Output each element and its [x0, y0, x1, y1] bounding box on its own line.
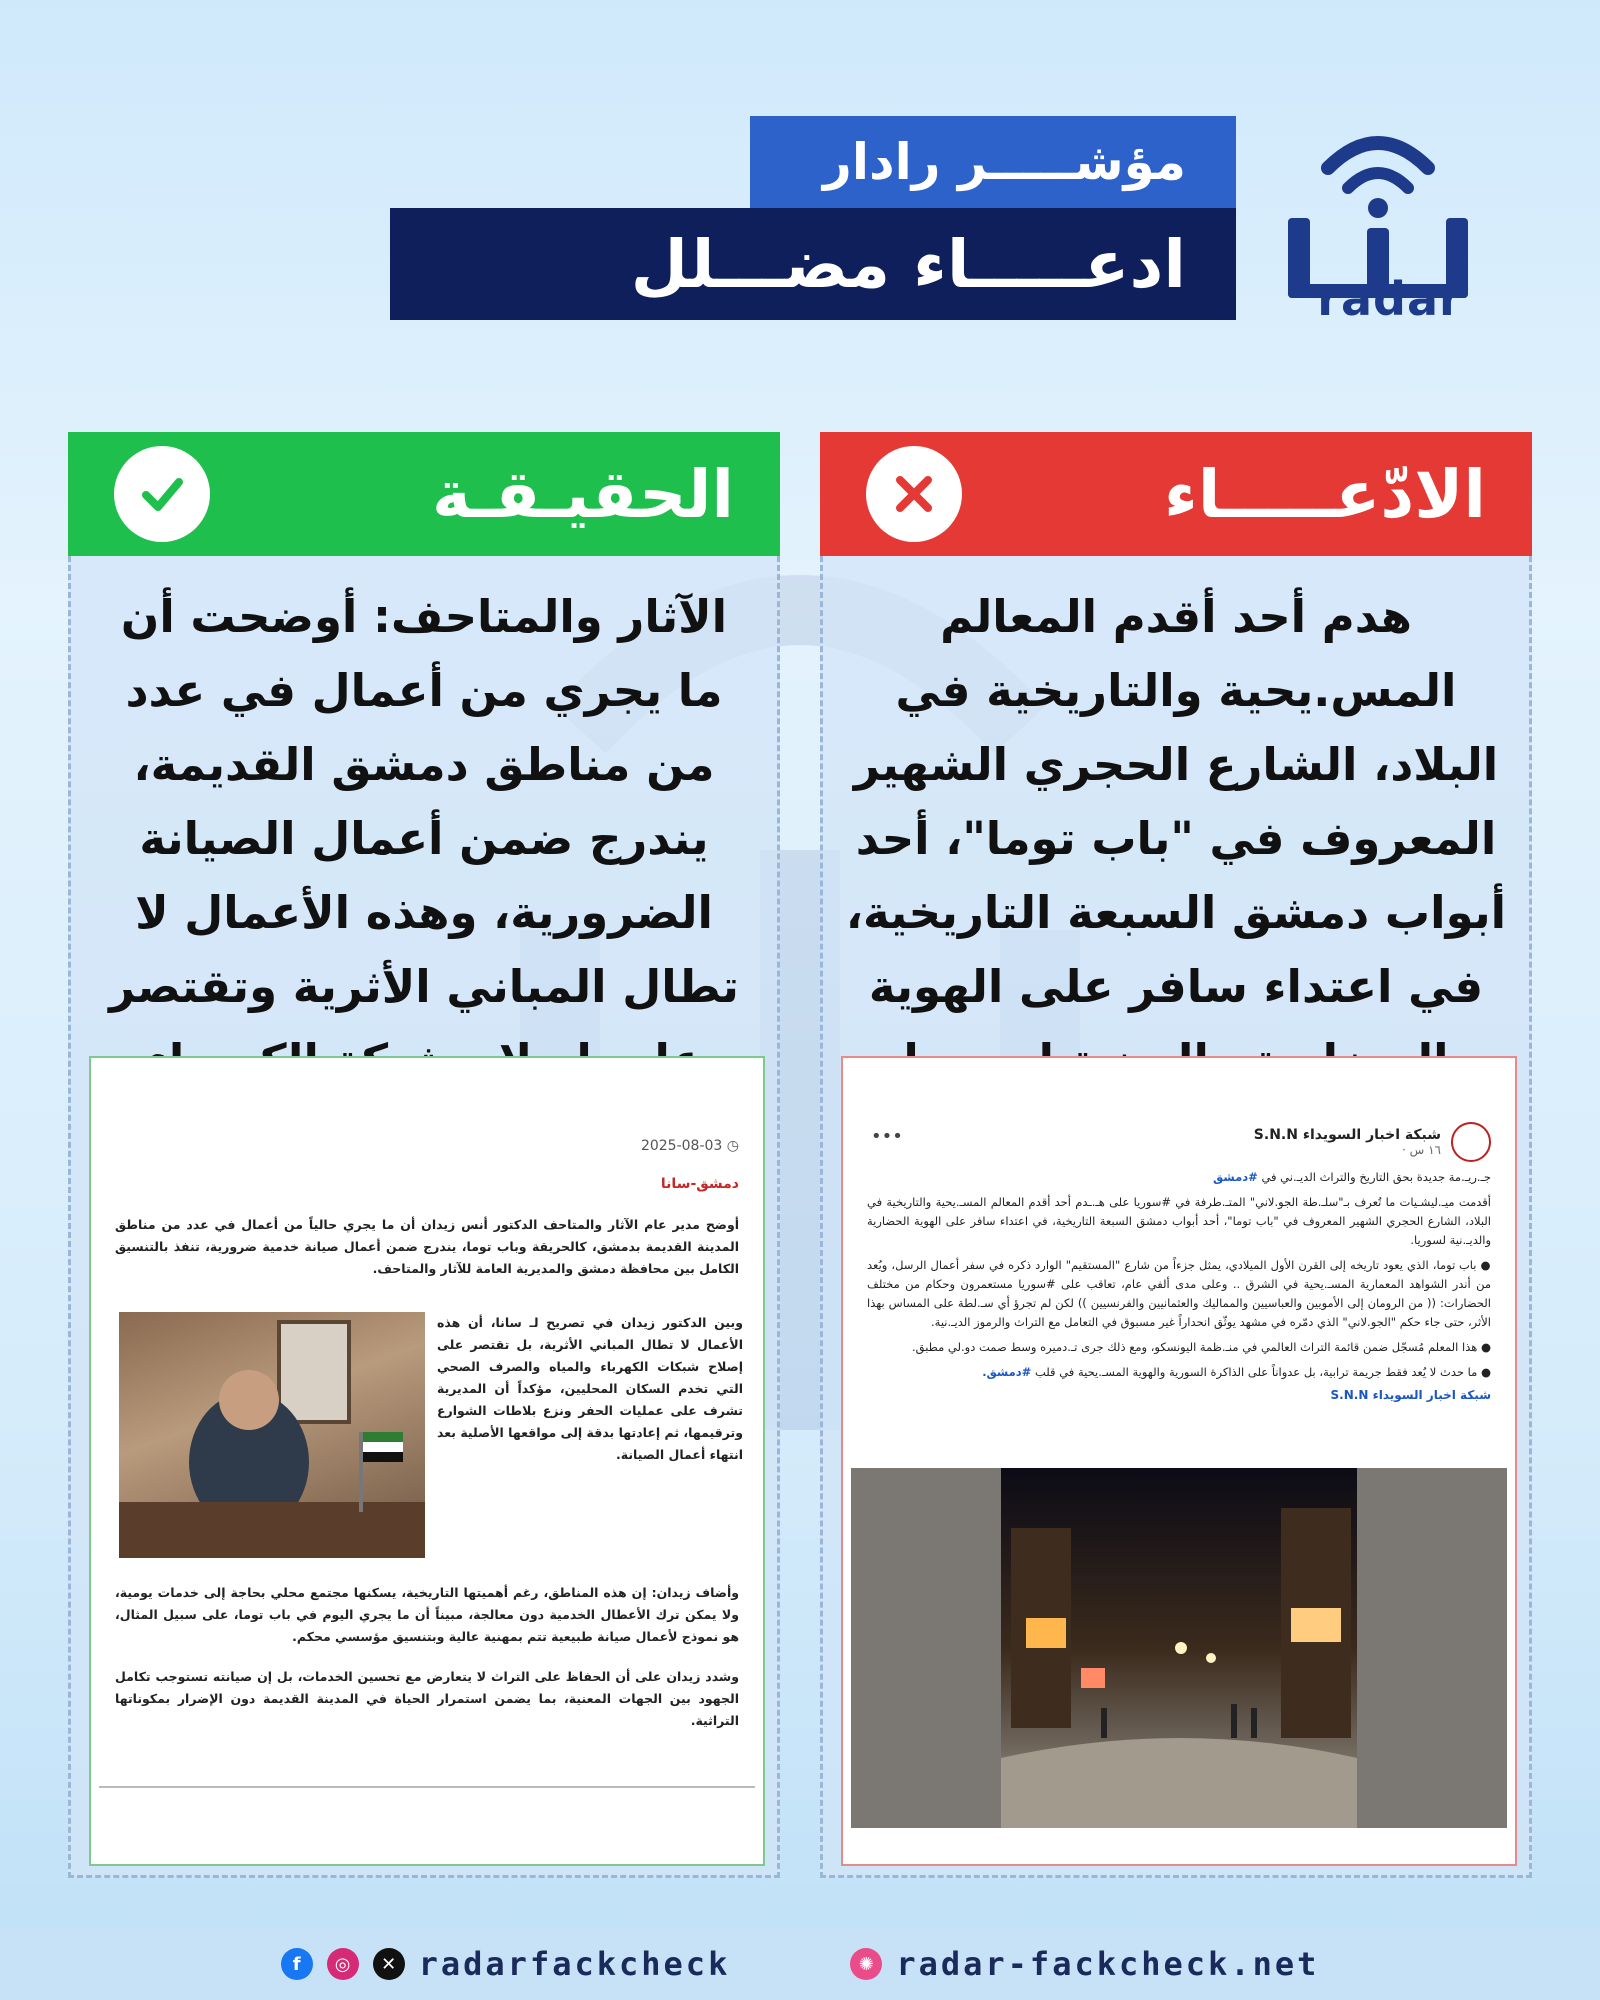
truth-body	[68, 556, 780, 1878]
website-link[interactable]: radar-fackcheck.net	[896, 1945, 1320, 1983]
claim-text: هدم أحد أقدم المعالم المس.يحية والتاريخية في البلاد، الشارع الحجري الشهير المعروف في "باب توما"، أحد أبواب دمشق السبعة التاريخية، في اعتداء سافر على الهوية	[845, 590, 1507, 1013]
article-screenshot	[89, 1056, 765, 1866]
article-bottom	[115, 1582, 739, 1732]
facebook-icon[interactable]: f	[281, 1948, 313, 1980]
index-label: مؤشـــــر رادار	[750, 116, 1236, 208]
social-post	[851, 1112, 1507, 1462]
social-group	[281, 1945, 731, 1983]
verdict-label: ادعـــــاء مضـــلل	[390, 208, 1236, 320]
article-intro: أوضح مدير عام الآثار والمتاحف الدكتور أنس زيدان أن ما يجري حالياً من أعمال في عدد من مناطق المدينة القديمة بدمشق، كالحريقة وباب توما، يندرج ضمن أعمال صيانة خدمية ضرورية، تنفذ بالتنسيق الكامل بين محافظة دمشق والمديرية العامة للآثار والمتاحف.	[115, 1217, 739, 1276]
post-bullet3: ● ما حدث لا يُعد فقط جريمة ترابية، بل عدواناً على الذاكرة السورية والهوية المسـ.يحية في قلب #دمشق.	[982, 1365, 1491, 1379]
post-screenshot	[841, 1056, 1517, 1866]
claim-column	[820, 432, 1532, 1878]
article-photo	[119, 1312, 425, 1558]
social-handle[interactable]: radarfackcheck	[418, 1945, 731, 1983]
post-author: شبكة اخبار السويداء S.N.N	[1253, 1127, 1441, 1143]
hashtag-link[interactable]: #دمشق.	[982, 1365, 1032, 1379]
claim-title: الادّعـــــاء	[1163, 455, 1486, 533]
footer	[0, 1928, 1600, 2000]
truth-header	[68, 432, 780, 556]
globe-icon: ✺	[850, 1948, 882, 1980]
truth-text: الآثار والمتاحف: أوضحت أن ما يجري من أعمال في عدد من مناطق دمشق القديمة، يندرج ضمن أعمال الصيانة الضرورية، وهذه الأعمال لا تطال المباني الأثرية وتقتصر	[109, 590, 739, 1013]
claim-header	[820, 432, 1532, 556]
post-signature: شبكة اخبار السويداء S.N.N	[1330, 1388, 1491, 1402]
post-time: ١٦ س ·	[1402, 1143, 1441, 1157]
article-para2: وبين الدكتور زيدان في تصريح لـ سانا، أن هذه الأعمال لا تطال المباني الأثرية، بل تقتصر على إصلاح شبكات الكهرباء والمياه والصرف الصحي التي تخدم السكان المحليين، مؤكداً أن المديرية تشرف على عمليات الحفر ونزع بلاطات الشوارع وترقيمها، ثم إعادتها بدقة إلى مواقعها الأصلية بعد انتهاء أعمال الصيانة.	[437, 1315, 743, 1462]
post-bullet1: ● باب توما، الذي يعود تاريخه إلى القرن الأول الميلادي، يمثل جزءاً من شارع "المستقيم" الوارد ذكره في سفر أعمال الرسل، ويُعد من أندر الشواهد المعمارية المسـ.يحية في الشرق .. وعلى مدى ألفي عام، تعاقب على #سوريا مستعمرون وحكام من مختلف الحضارات: (( من الرومان إلى الأمويين والعباسيين والمماليك والعثمانيين والفرنسيين )) لكن لم تجرؤ أي سـ.لطة على المساس بهذا الأثر، حتى جاء حكم "الجو.لاني" الذي دمّره في مشهد يوثّق انحداراً غير مسبوق في التعامل مع التراث والرموز الديـ.نية.	[867, 1258, 1491, 1329]
street-photo	[851, 1468, 1507, 1828]
check-icon	[114, 446, 210, 542]
truth-column	[68, 432, 780, 1878]
x-icon	[866, 446, 962, 542]
post-bullet2: ● هذا المعلم مُسجّل ضمن قائمة التراث العالمي في منـ.ظمة اليونسكو، ومع ذلك جرى تـ.دميره وسط صمت دو.لي مطبق.	[911, 1340, 1491, 1354]
article-card	[99, 1122, 755, 1788]
claim-body	[820, 556, 1532, 1878]
truth-title: الحقيـقـة	[431, 455, 734, 533]
website-group	[850, 1945, 1319, 1983]
article-para4: وشدد زيدان على أن الحفاظ على التراث لا يتعارض مع تحسين الخدمات، بل إن صيانته تستوجب تكامل الجهود بين الجهات المعنية، بما يضمن استمرار الحياة في المدينة القديمة دون الإضرار بمكوناتها التراثية.	[115, 1669, 739, 1728]
avatar	[1451, 1122, 1491, 1162]
post-line1: جـ.ريـ.مة جديدة بحق التاريخ والتراث الديـ.ني في #دمشق	[1213, 1170, 1491, 1184]
post-body: أقدمت ميـ.ليشـيات ما تُعرف بـ"سلـ.طة الجو.لاني" المتـ.طرفة في #سوريا على هـ.ـدم أحد أقدم المعالم المسـ.يحية والتاريخية في البلاد، الشارع الحجري الشهير المعروف في "باب توما"، أحد أبواب دمشق السبعة التاريخية، في اعتداء سافر على الهوية الحضارية والديـ.نية لسوريا.	[867, 1195, 1491, 1247]
logo-text: radar	[1317, 272, 1463, 326]
article-source: دمشق-سانا	[660, 1176, 739, 1192]
x-twitter-icon[interactable]: ✕	[373, 1948, 405, 1980]
article-date: ◷ 2025-08-03	[640, 1138, 739, 1154]
article-para3: وأضاف زيدان: إن هذه المناطق، رغم أهميتها التاريخية، يسكنها مجتمع محلي بحاجة إلى خدمات يومية، ولا يمكن ترك الأعطال الخدمية دون معالجة، مبيناً أن ما يجري اليوم في باب توما، على سبيل المثال، هو نموذج لأعمال صيانة طبيعية تتم بمهنية عالية وبتنسيق مؤسسي محكم.	[115, 1585, 739, 1644]
clock-icon: ◷	[722, 1138, 739, 1154]
post-header	[867, 1122, 1491, 1162]
hashtag-link[interactable]: #دمشق	[1213, 1170, 1258, 1184]
instagram-icon[interactable]: ◎	[327, 1948, 359, 1980]
more-options-icon[interactable]: •••	[871, 1126, 903, 1147]
